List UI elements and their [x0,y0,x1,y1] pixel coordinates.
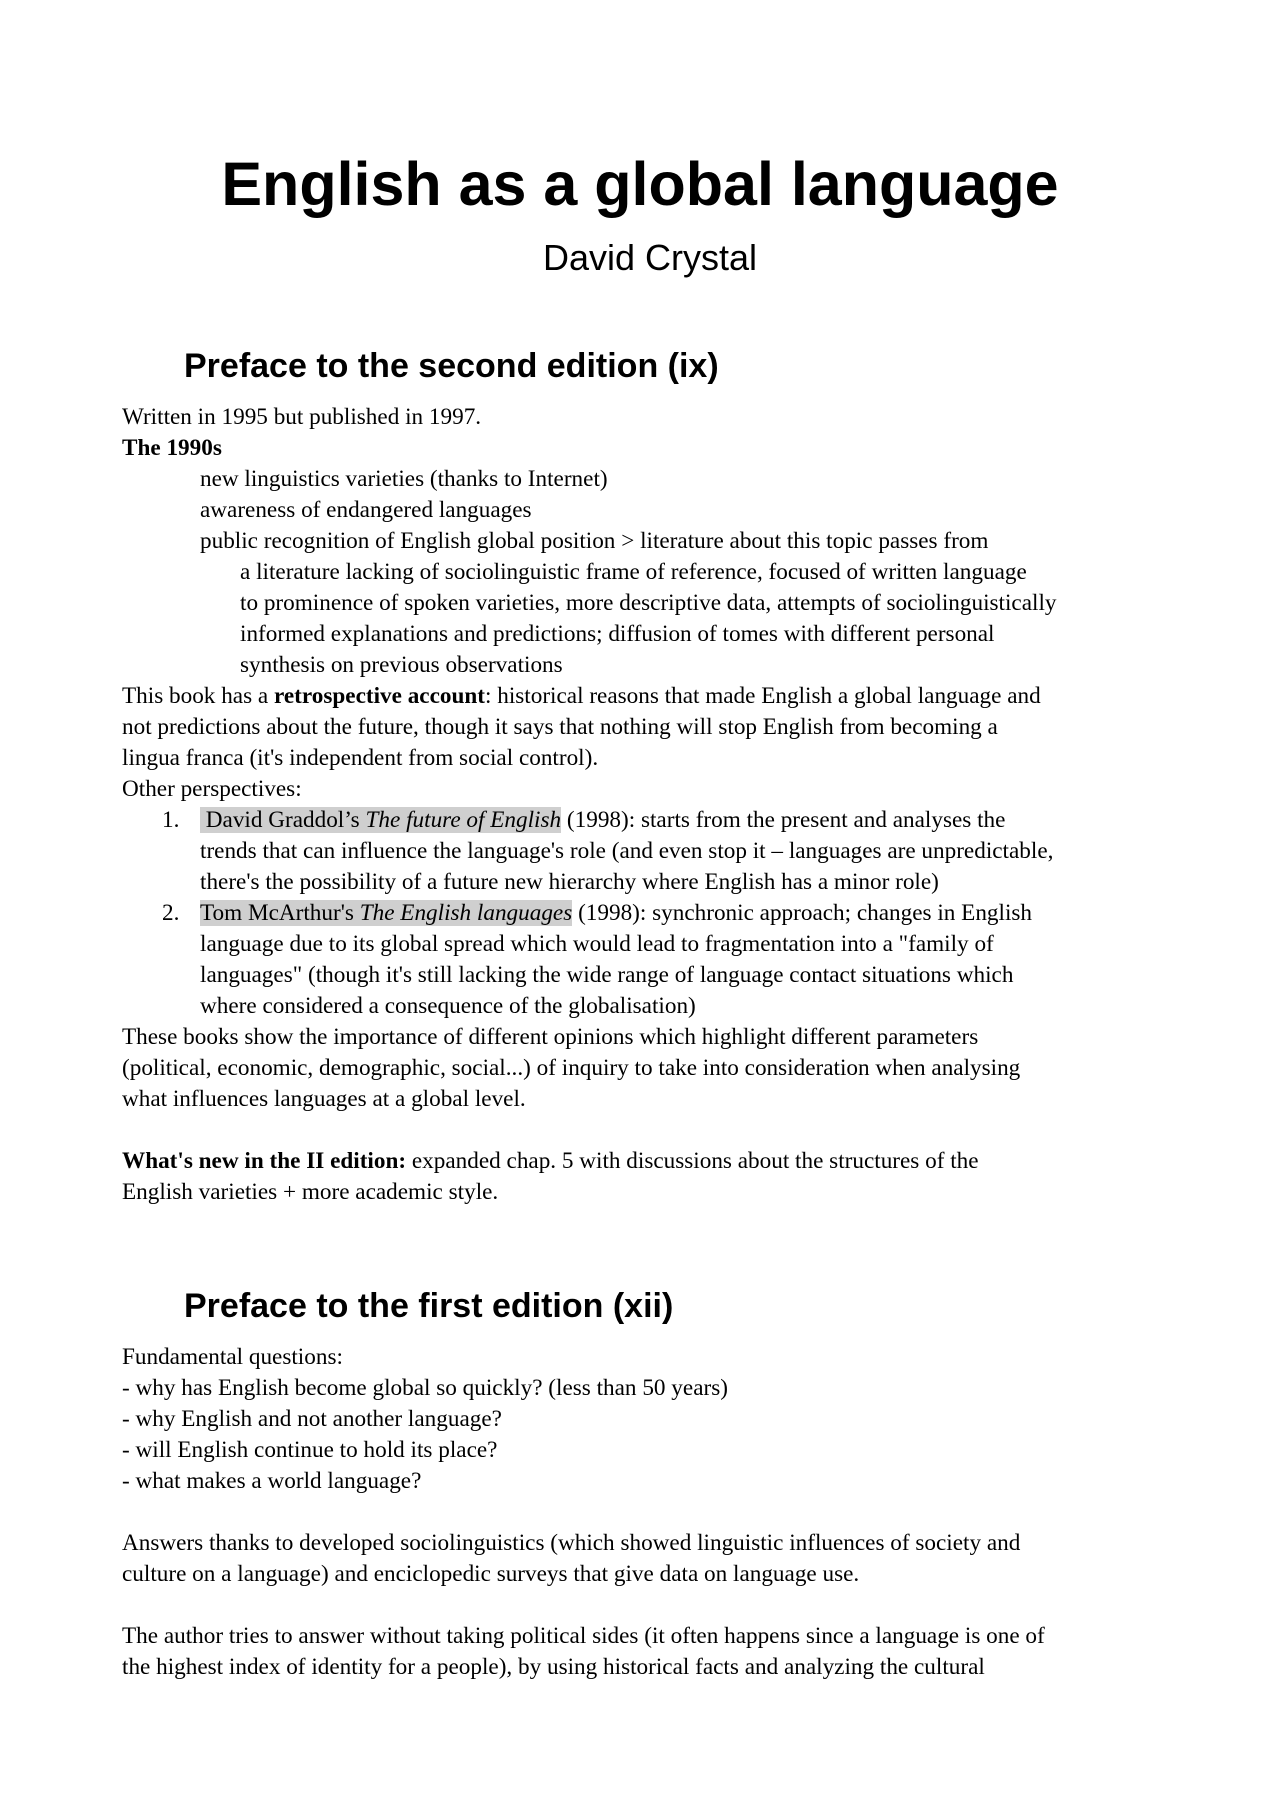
nineties-item: public recognition of English global position > literature about this topic passes from [200,528,989,554]
section-heading-second-edition: Preface to the second edition (ix) [184,347,719,385]
retrospective-line: lingua franca (it's independent from social control). [122,745,599,771]
answers-line: Answers thanks to developed sociolinguistics (which showed linguistic influences of society and [122,1530,1021,1556]
numbered-continuation: language due to its global spread which would lead to fragmentation into a "family of [200,931,994,957]
author-approach-line: the highest index of identity for a people), by using historical facts and analyzing the cultural [122,1654,985,1680]
section-heading-first-edition: Preface to the first edition (xii) [184,1287,674,1325]
whats-new-line: What's new in the II edition: expanded chap. 5 with discussions about the structures of the [122,1148,979,1174]
numbered-continuation: where considered a consequence of the globalisation) [200,993,696,1019]
numbered-continuation: languages" (though it's still lacking the wide range of language contact situations which [200,962,1014,988]
written-line: Written in 1995 but published in 1997. [122,404,482,430]
list-number: 2. [162,900,180,926]
question-item: - why English and not another language? [122,1406,502,1432]
author-name: David Crystal [542,237,758,278]
bullet-continuation: synthesis on previous observations [240,652,563,678]
question-item: - what makes a world language? [122,1468,422,1494]
nineties-item: new linguistics varieties (thanks to Internet) [200,466,608,492]
highlighted-citation: Tom McArthur's The English languages [200,900,573,926]
questions-label: Fundamental questions: [122,1344,343,1370]
nineties-label: The 1990s [122,435,222,461]
retrospective-line: not predictions about the future, though it says that nothing will stop English from becoming a [122,714,998,740]
document-title: English as a global language [221,150,1059,218]
bullet-continuation: informed explanations and predictions; diffusion of tomes with different personal [240,621,995,647]
books-line: what influences languages at a global level. [122,1086,526,1112]
books-line: These books show the importance of different opinions which highlight different parameters [122,1024,979,1050]
other-perspectives-label: Other perspectives: [122,776,302,802]
section-body-first-edition [122,1342,1172,1683]
list-number: 1. [162,807,180,833]
bullet-item: to prominence of spoken varieties, more descriptive data, attempts of sociolinguistically [240,590,1057,616]
books-line: (political, economic, demographic, social...) of inquiry to take into consideration when analysing [122,1055,1021,1081]
numbered-continuation: there's the possibility of a future new hierarchy where English has a minor role) [200,869,939,895]
question-item: - why has English become global so quickly? (less than 50 years) [122,1375,728,1401]
numbered-item: 2. Tom McArthur's The English languages (1998): synchronic approach; changes in English [122,898,1172,929]
retrospective-line: This book has a retrospective account: historical reasons that made English a global language and [122,683,1041,709]
numbered-continuation: trends that can influence the language's role (and even stop it – languages are unpredictable, [200,838,1054,864]
answers-line: culture on a language) and enciclopedic surveys that give data on language use. [122,1561,860,1587]
section-body-second-edition [122,402,1172,1208]
question-item: - will English continue to hold its place? [122,1437,498,1463]
highlighted-citation: David Graddol’s The future of English [200,807,562,833]
bullet-item: a literature lacking of sociolinguistic frame of reference, focused of written language [240,559,1027,585]
author-approach-line: The author tries to answer without taking political sides (it often happens since a language is one of [122,1623,1045,1649]
numbered-item: 1. David Graddol’s The future of English (1998): starts from the present and analyses the [122,805,1172,836]
nineties-item: awareness of endangered languages [200,497,532,523]
whats-new-line: English varieties + more academic style. [122,1179,499,1205]
